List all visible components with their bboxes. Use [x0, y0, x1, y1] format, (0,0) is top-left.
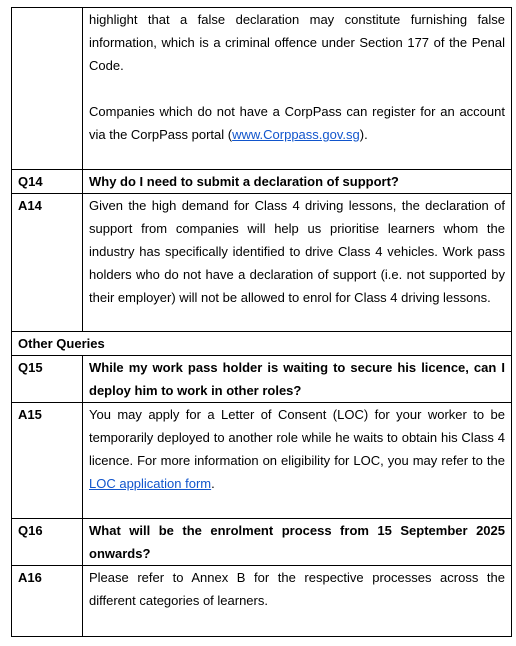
empty-key-cell — [12, 8, 83, 170]
loc-text-end: . — [211, 476, 215, 491]
answer-key: A15 — [12, 403, 83, 519]
table-row-a14 — [12, 194, 512, 332]
corppass-link[interactable]: www.Corppass.gov.sg — [232, 127, 360, 142]
faq-table — [11, 7, 512, 637]
table-row-q16 — [12, 519, 512, 566]
corppass-paragraph — [89, 100, 505, 146]
question-text: While my work pass holder is waiting to secure his licence, can I deploy him to work in other roles? — [83, 356, 512, 403]
paragraph-spacer — [89, 77, 505, 100]
table-row-a16 — [12, 566, 512, 637]
answer-text — [83, 403, 512, 519]
table-row-q14 — [12, 170, 512, 194]
question-key: Q15 — [12, 356, 83, 403]
corppass-text-end: ). — [359, 127, 368, 142]
table-row-continuation — [12, 8, 512, 170]
question-key: Q14 — [12, 170, 83, 194]
question-text: Why do I need to submit a declaration of support? — [83, 170, 512, 194]
table-row-section — [12, 332, 512, 356]
question-key: Q16 — [12, 519, 83, 566]
answer-key: A16 — [12, 566, 83, 637]
corppass-text: Companies which do not have a CorpPass can register for an account via the CorpPass portal ( — [89, 104, 505, 142]
question-text: What will be the enrolment process from 15 September 2025 onwards? — [83, 519, 512, 566]
answer-text: Given the high demand for Class 4 driving lessons, the declaration of support from companies will help us prioritise learners whom the industry has specifically identified to drive Class 4 vehicles. Work pass holders who do not have a declaration of support (i.e. not supported by their employer) will not be allowed to enrol for Class 4 driving lessons. — [83, 194, 512, 332]
false-declaration-paragraph: highlight that a false declaration may constitute furnishing false information, which is a criminal offence under Section 177 of the Penal Code. — [89, 12, 505, 73]
loc-text: You may apply for a Letter of Consent (LOC) for your worker to be temporarily deployed to another role while he waits to obtain his Class 4 licence. For more information on eligibility for LOC, you may refer to the — [89, 407, 505, 468]
answer-continuation-cell — [83, 8, 512, 170]
answer-key: A14 — [12, 194, 83, 332]
loc-application-form-link[interactable]: LOC application form — [89, 476, 212, 491]
section-heading: Other Queries — [12, 332, 512, 356]
table-row-a15 — [12, 403, 512, 519]
table-row-q15 — [12, 356, 512, 403]
answer-text: Please refer to Annex B for the respective processes across the different categories of learners. — [83, 566, 512, 637]
